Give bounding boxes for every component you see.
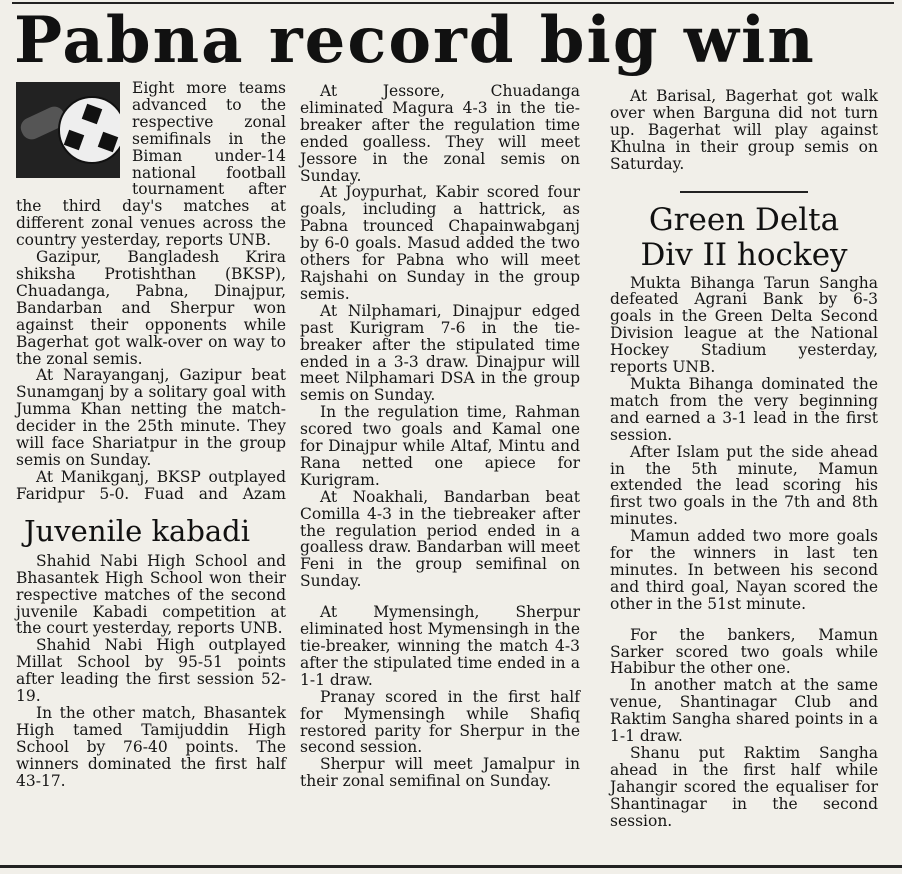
kabadi-headline: Juvenile kabadi — [24, 513, 251, 548]
article-paragraph: Sherpur will meet Jamalpur in their zonal semifinal on Sunday. — [300, 755, 580, 791]
article-paragraph: At Barisal, Bagerhat got walk over when Barguna did not turn up. Bagerhat will play against Khulna in their group semis on Saturday. — [610, 87, 878, 173]
article-paragraph: In the regulation time, Rahman scored two goals and Kamal one for Dinajpur while Altaf, Mintu and Rana netted one apiece for Kurigram. — [300, 403, 580, 489]
main-headline: Pabna record big win — [14, 3, 816, 78]
article-paragraph: Shanu put Raktim Sangha ahead in the first half while Jahangir scored the equaliser for Shantinagar in the second session. — [610, 744, 878, 830]
article-paragraph: For the bankers, Mamun Sarker scored two goals while Habibur the other one. — [610, 625, 878, 678]
hockey-headline-line-2: Div II hockey — [640, 236, 848, 273]
column-1 — [16, 80, 286, 790]
article-paragraph: Mukta Bihanga Tarun Sangha defeated Agrani Bank by 6-3 goals in the Green Delta Second Division league at the National Hockey Stadium yesterday, reports UNB. — [610, 273, 878, 377]
section-divider — [680, 191, 808, 193]
article-paragraph: Mamun added two more goals for the winners in last ten minutes. In between his second and third goal, Nayan scored the other in the 51st minute. — [610, 527, 878, 613]
article-paragraph: At Noakhali, Bandarban beat Comilla 4-3 in the tiebreaker after the regulation period ended in a goalless draw. Bandarban will meet Feni in the group semifinal on Sunday. — [300, 487, 580, 591]
hockey-headline-line-1: Green Delta — [648, 201, 840, 238]
hockey-headline — [610, 203, 878, 273]
bottom-rule — [0, 865, 902, 868]
article-paragraph: Pranay scored in the first half for Mymensingh while Shafiq restored parity for Sherpur in the second session. — [300, 687, 580, 757]
article-paragraph: At Joypurhat, Kabir scored four goals, including a hattrick, as Pabna trounced Chapainwabganj by 6-0 goals. Masud added the two others for Pabna who will meet Rajshahi on Sunday in the group semis. — [300, 183, 580, 303]
column-3 — [610, 88, 878, 830]
article-paragraph: Eight more teams advanced to the respective zonal semifinals in the Biman under-14 national football tournament after the third day's matches at different zonal venues across the country yesterday, reports UNB. — [16, 79, 286, 250]
article-paragraph: At Nilphamari, Dinajpur edged past Kurigram 7-6 in the tie-breaker after the stipulated time ended in a 3-3 draw. Dinajpur will meet Nilphamari DSA in the group semis on Sunday. — [300, 301, 580, 405]
article-paragraph: At Mymensingh, Sherpur eliminated host Mymensingh in the tie-breaker, winning the match 4-3 after the stipulated time ended in a 1-1 draw. — [300, 603, 580, 689]
article-paragraph: Mukta Bihanga dominated the match from the very beginning and earned a 3-1 lead in the first session. — [610, 374, 878, 444]
article-paragraph: Shahid Nabi High School and Bhasantek High School won their respective matches of the second juvenile Kabadi competition at the court yesterday, reports UNB. — [16, 551, 286, 638]
article-paragraph: At Jessore, Chuadanga eliminated Magura 4-3 in the tie-breaker after the regulation time ended goalless. They will meet Jessore in the zonal semis on Sunday. — [300, 82, 580, 185]
column-2 — [300, 83, 580, 790]
football-photo-icon — [16, 82, 120, 178]
article-paragraph: Shahid Nabi High outplayed Millat School by 95-51 points after leading the first session 52-19. — [16, 636, 286, 706]
article-paragraph: At Narayanganj, Gazipur beat Sunamganj by a solitary goal with Jumma Khan netting the match-decider in the 25th minute. They will face Shariatpur in the group semis on Sunday. — [16, 366, 286, 469]
article-paragraph: In another match at the same venue, Shantinagar Club and Raktim Sangha shared points in a 1-1 draw. — [610, 676, 878, 746]
football-shape — [58, 96, 120, 164]
article-paragraph: In the other match, Bhasantek High tamed Tamijuddin High School by 76-40 points. The winners dominated the first half 43-17. — [16, 704, 286, 790]
article-paragraph: After Islam put the side ahead in the 5th minute, Mamun extended the lead scoring his first two goals in the 7th and 8th minutes. — [610, 442, 878, 529]
article-paragraph: Gazipur, Bangladesh Krira shiksha Protishthan (BKSP), Chuadanga, Pabna, Dinajpur, Bandarban and Sherpur won against their opponents while Bagerhat got walk-over on way to the zonal semis. — [16, 248, 286, 368]
article-paragraph: At Manikganj, BKSP outplayed Faridpur 5-0. Fuad and Azam — [16, 468, 286, 503]
